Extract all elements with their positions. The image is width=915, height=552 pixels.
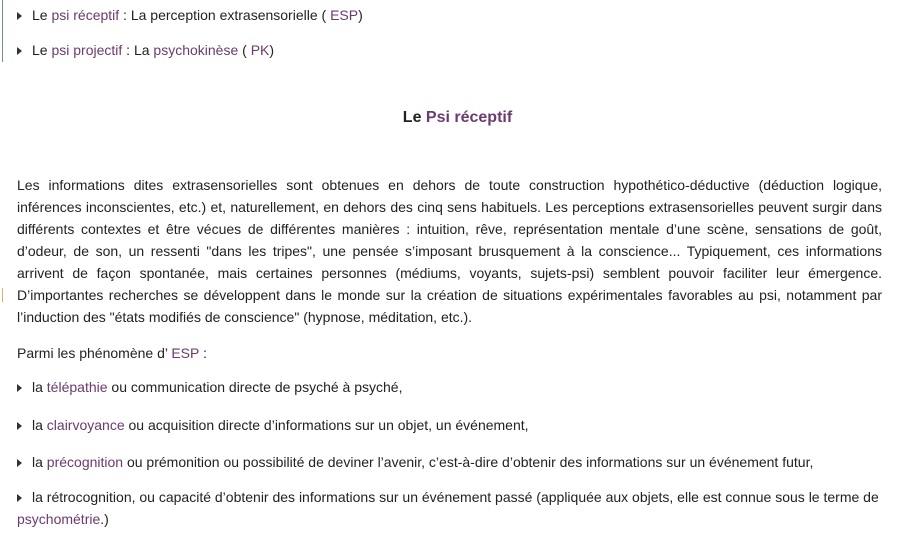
list-item-text: ou communication directe de psyché à psyché, bbox=[107, 379, 403, 395]
list-item-psi-projectif bbox=[17, 39, 274, 61]
link-telepathie[interactable]: télépathie bbox=[46, 379, 108, 395]
list-item-text: ou acquisition directe d’informations sur un objet, un événement, bbox=[124, 417, 529, 433]
list-item-text: la bbox=[32, 379, 47, 395]
list-item-text: la rétrocognition, ou capacité d’obtenir des informations sur un événement passé (appliquée aux objets, elle est connue sous le terme de bbox=[32, 489, 879, 505]
link-esp-intro[interactable]: ESP bbox=[171, 345, 200, 361]
list-item-retrocognition bbox=[17, 486, 882, 530]
section-heading bbox=[0, 106, 915, 130]
list-item-telepathie bbox=[17, 376, 402, 398]
link-esp[interactable]: ESP bbox=[330, 7, 359, 23]
link-psi-projectif[interactable]: psi projectif bbox=[51, 42, 123, 58]
list-item-precognition bbox=[17, 451, 813, 473]
list-item-clairvoyance bbox=[17, 414, 529, 436]
link-psi-receptif[interactable]: psi réceptif bbox=[51, 7, 120, 23]
bullet-triangle-icon bbox=[17, 494, 22, 502]
list-item-text: .) bbox=[100, 511, 109, 527]
list-item-text: ou prémonition ou possibilité de deviner l’avenir, c’est-à-dire d’obtenir des informations sur un événement futur, bbox=[123, 454, 814, 470]
bullet-triangle-icon bbox=[17, 459, 22, 467]
bullet-triangle-icon bbox=[17, 47, 22, 55]
bullet-triangle-icon bbox=[17, 422, 22, 430]
list-item-text: Le bbox=[32, 42, 52, 58]
list-item-text: la bbox=[32, 417, 47, 433]
link-heading-psi-receptif[interactable]: Psi réceptif bbox=[425, 109, 513, 126]
link-psychometrie[interactable]: psychométrie bbox=[17, 511, 101, 527]
body-paragraph: Les informations dites extrasensorielles sont obtenues en dehors de toute construction hypothético-déductive (déduction logique, inférences inconscientes, etc.) et, naturellement, en dehors des cinq sens habituels. Les perceptions extrasensorielles peuvent surgir dans différents contextes et être vécues de différentes manières : intuition, rêve, représentation mentale d’une scène, sensations de goût, d’odeur, de son, un ressenti "dans les tripes", une pensée s’imposant brusquement à la conscience... Typiquement, ces informations arrivent de façon spontanée, mais certaines personnes (médiums, voyants, sujets-psi) semblent pouvoir faciliter leur émergence. D’importantes recherches se développent dans le monde sur la création de situations expérimentales favorables au psi, notamment par l’induction des "états modifiés de conscience" (hypnose, méditation, etc.). bbox=[17, 177, 882, 325]
bullet-triangle-icon bbox=[17, 12, 22, 20]
list-item-text: Le bbox=[32, 7, 52, 23]
bullet-triangle-icon bbox=[17, 384, 22, 392]
list-item-text: : La bbox=[122, 42, 154, 58]
list-item-text: ) bbox=[269, 42, 275, 58]
list-item-text: ) bbox=[358, 7, 363, 23]
list-item-text: : La perception extrasensorielle ( bbox=[119, 7, 331, 23]
list-item-psi-receptif bbox=[17, 4, 363, 26]
list-item-text: la bbox=[32, 454, 47, 470]
link-clairvoyance[interactable]: clairvoyance bbox=[46, 417, 125, 433]
intro-text: Parmi les phénomène d’ bbox=[17, 345, 172, 361]
esp-intro bbox=[17, 342, 207, 364]
heading-text: Le bbox=[402, 109, 426, 126]
link-pk[interactable]: PK bbox=[250, 42, 270, 58]
list-item-text: ( bbox=[238, 42, 251, 58]
intro-text: : bbox=[199, 345, 207, 361]
link-psychokinese[interactable]: psychokinèse bbox=[153, 42, 239, 58]
link-precognition[interactable]: précognition bbox=[46, 454, 124, 470]
